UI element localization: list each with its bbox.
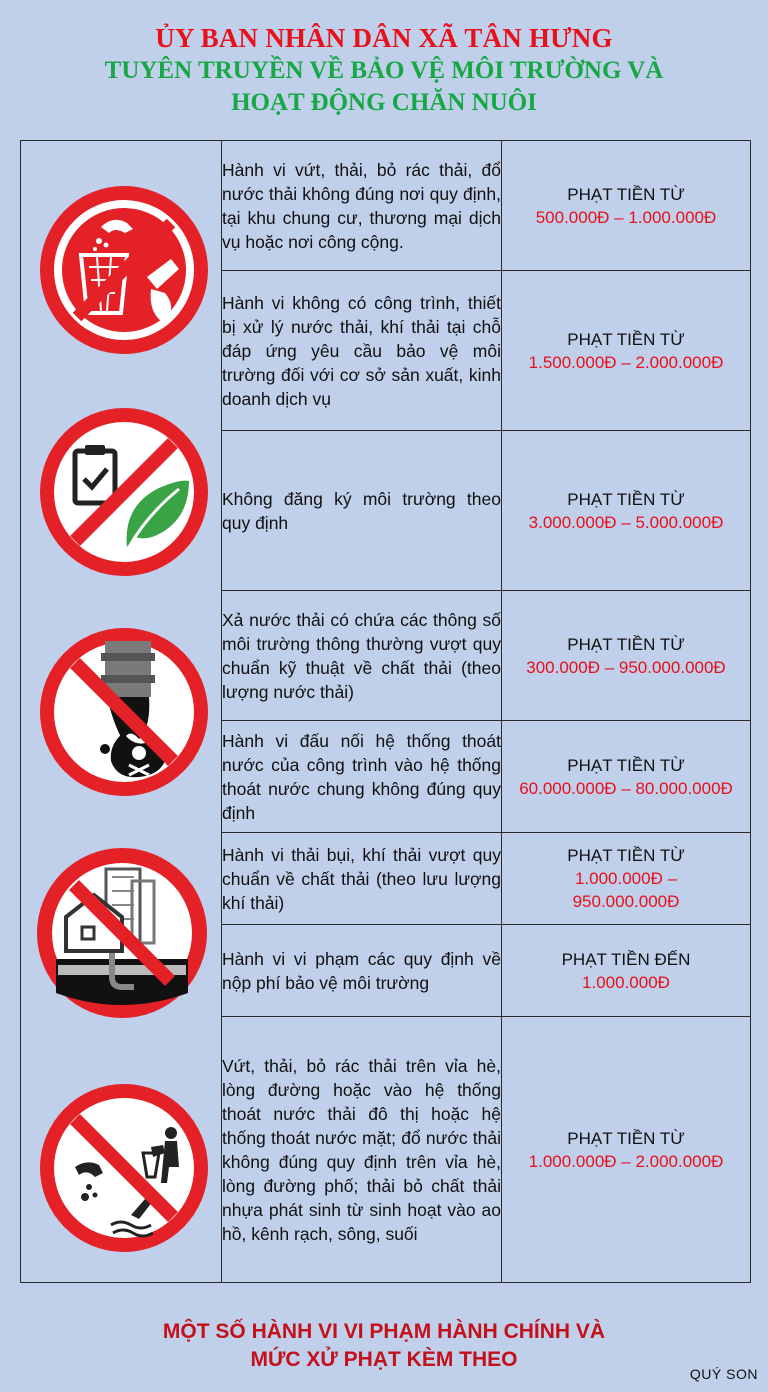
fine-label: PHẠT TIỀN ĐẾN (561, 949, 691, 969)
fine-cell (502, 271, 751, 431)
violation-description: Không đăng ký môi trường theo quy định (222, 431, 502, 591)
violation-description: Xả nước thải có chứa các thông số môi trường thông thường vượt quy chuẩn kỹ thuật về chất thải (theo lượng nước thải) (222, 591, 502, 721)
fine-label: PHẠT TIỀN TỪ (567, 755, 685, 775)
footer-line1: MỘT SỐ HÀNH VI VI PHẠM HÀNH CHÍNH VÀ (162, 1320, 606, 1343)
violation-description: Hành vi vứt, thải, bỏ rác thải, đổ nước thải không đúng nơi quy định, tại khu chung cư, thương mại dịch vụ hoặc nơi công cộng. (222, 141, 502, 271)
violation-table (20, 140, 751, 1283)
fine-label: PHẠT TIỀN TỪ (567, 634, 685, 654)
fine-amount: 1.000.000Đ (582, 972, 670, 992)
page-title: ỦY BAN NHÂN DÂN XÃ TÂN HƯNG (155, 23, 613, 53)
violation-description: Hành vi không có công trình, thiết bị xử lý nước thải, khí thải tại chỗ đáp ứng yêu cầu bảo vệ môi trường đối với cơ sở sản xuất, kinh doanh dịch vụ (222, 271, 502, 431)
violation-description: Hành vi thải bụi, khí thải vượt quy chuẩn về chất thải (theo lưu lượng khí thải) (222, 833, 502, 925)
fine-amount: 1.500.000Đ – 2.000.000Đ (528, 352, 724, 372)
fine-cell (502, 141, 751, 271)
footer-line2: MỨC XỬ PHẠT KÈM THEO (250, 1348, 518, 1371)
no-street-littering-icon (39, 1083, 209, 1253)
page-subtitle-line2: HOẠT ĐỘNG CHĂN NUÔI (231, 89, 537, 116)
fine-amount: 500.000Đ – 1.000.000Đ (535, 207, 717, 227)
author-credit: QUÝ SON (689, 1366, 758, 1382)
fine-cell (502, 591, 751, 721)
fine-label: PHẠT TIỀN TỪ (567, 489, 685, 509)
violation-description: Hành vi đấu nối hệ thống thoát nước của công trình vào hệ thống thoát nước chung không đúng quy định (222, 721, 502, 833)
no-illegal-drainage-icon (36, 847, 208, 1019)
table-row (21, 141, 751, 271)
fine-label: PHẠT TIỀN TỪ (567, 1128, 685, 1148)
fine-cell (502, 833, 751, 925)
fine-amount: 60.000.000Đ – 80.000.000Đ (519, 778, 733, 798)
violation-description: Vứt, thải, bỏ rác thải trên vỉa hè, lòng đường hoặc vào hệ thống thoát nước thải đô thị hoặc hệ thống thoát nước mặt; đổ nước thải không đúng quy định trên vỉa hè, lòng đường phố; thải bỏ chất thải nhựa phát sinh từ sinh hoạt vào ao hồ, kênh rạch, sông, suối (222, 1017, 502, 1283)
fine-cell (502, 431, 751, 591)
page-footer (0, 1318, 768, 1374)
fine-label: PHẠT TIỀN TỪ (567, 846, 685, 865)
fine-label: PHẠT TIỀN TỪ (567, 184, 685, 204)
fine-amount: 1.000.000Đ – 2.000.000Đ (528, 1151, 724, 1171)
fine-amount: 300.000Đ – 950.000.000Đ (526, 657, 726, 677)
fine-cell (502, 1017, 751, 1283)
no-unregistered-environment-icon (39, 407, 209, 577)
fine-cell (502, 721, 751, 833)
no-littering-icon (39, 185, 209, 355)
fine-amount: 1.000.000Đ – 950.000.000Đ (572, 869, 680, 911)
fine-label: PHẠT TIỀN TỪ (567, 329, 685, 349)
fine-amount: 3.000.000Đ – 5.000.000Đ (528, 512, 724, 532)
violation-description: Hành vi vi phạm các quy định về nộp phí bảo vệ môi trường (222, 925, 502, 1017)
page-header (0, 22, 768, 118)
no-toxic-discharge-icon (39, 627, 209, 797)
fine-cell (502, 925, 751, 1017)
page-subtitle-line1: TUYÊN TRUYỀN VỀ BẢO VỆ MÔI TRƯỜNG VÀ (104, 57, 664, 84)
icon-column (21, 141, 222, 1283)
